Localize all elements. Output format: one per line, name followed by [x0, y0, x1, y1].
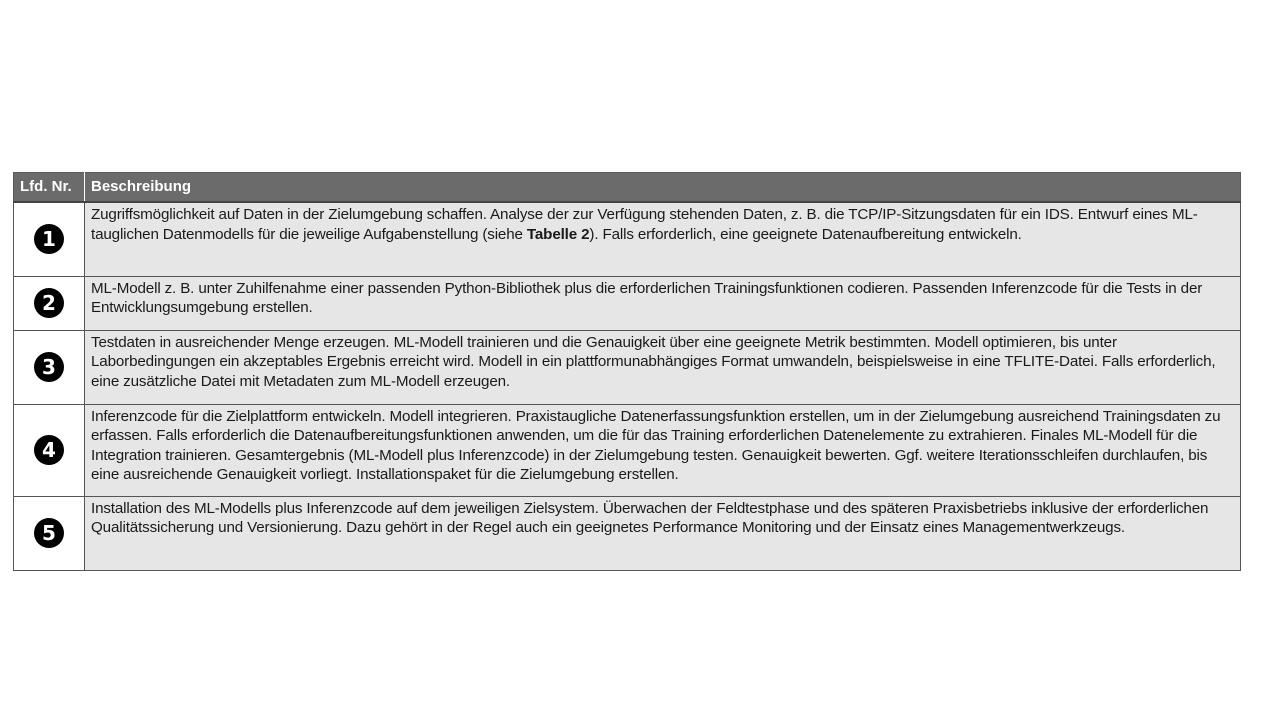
column-header-description: Beschreibung: [85, 173, 1241, 203]
step-number-badge: 4: [34, 435, 64, 465]
step-number-cell: [14, 496, 85, 570]
step-description: ML-Modell z. B. unter Zuhilfenahme einer passenden Python-Bibliothek plus die erforderlichen Trainingsfunktionen codieren. Passenden Inferenzcode für die Tests in der Entwicklungsumgebung erstellen.: [85, 276, 1241, 330]
process-steps-table: [13, 172, 1241, 571]
step-number-badge: 5: [34, 518, 64, 548]
step-description: Testdaten in ausreichender Menge erzeugen. ML-Modell trainieren und die Genauigkeit über eine geeignete Metrik bestimmten. Modell optimieren, bis unter Laborbedingungen ein akzeptables Ergebnis erreicht wird. Modell in ein plattformunabhängiges Format umwandeln, beispielsweise in eine TFLITE-Datei. Falls erforderlich, eine zusätzliche Datei mit Metadaten zum ML-Modell erzeugen.: [85, 330, 1241, 404]
step-number-cell: [14, 276, 85, 330]
step-description: [85, 202, 1241, 276]
table-row: [14, 202, 1241, 276]
step-number-badge: 3: [34, 352, 64, 382]
step-number-cell: [14, 404, 85, 496]
table-row: [14, 276, 1241, 330]
table-reference: Tabelle 2: [526, 225, 590, 243]
table-row: [14, 496, 1241, 570]
step-description: Installation des ML-Modells plus Inferenzcode auf dem jeweiligen Zielsystem. Überwachen der Feldtestphase und des späteren Praxisbetriebs inklusive der erforderlichen Qualitätssicherung und Versionierung. Dazu gehört in der Regel auch ein geeignetes Performance Monitoring und der Einsatz eines Managementwerkzeugs.: [85, 496, 1241, 570]
column-header-nr: Lfd. Nr.: [14, 173, 85, 203]
step-number-badge: 1: [34, 224, 64, 254]
step-number-cell: [14, 202, 85, 276]
step-number-cell: [14, 330, 85, 404]
table-row: [14, 404, 1241, 496]
step-number-badge: 2: [34, 288, 64, 318]
step-description: Inferenzcode für die Zielplattform entwickeln. Modell integrieren. Praxistaugliche Datenerfassungsfunktion erstellen, um in der Zielumgebung ausreichend Trainingsdaten zu erfassen. Falls erforderlich die Datenaufbereitungsfunktionen anwenden, um die für das Training erforderlichen Datenelemente zu extrahieren. Finales ML-Modell für die Integration trainieren. Gesamtergebnis (ML-Modell plus Inferenzcode) in der Zielumgebung testen. Genauigkeit bewerten. Ggf. weitere Iterationsschleifen durchlaufen, bis eine ausreichende Genauigkeit vorliegt. Installationspaket für die Zielumgebung erstellen.: [85, 404, 1241, 496]
description-text: Zugriffsmöglichkeit auf Daten in der Zielumgebung schaffen. Analyse der zur Verfügung stehenden Daten, z. B. die TCP/IP-Sitzungsdaten für ein IDS. Entwurf eines ML-tauglichen Datenmodells für die jeweilige Aufgabenstellung (siehe: [91, 206, 1198, 243]
table-row: [14, 330, 1241, 404]
table-header-row: [14, 173, 1241, 203]
description-text: ). Falls erforderlich, eine geeignete Datenaufbereitung entwickeln.: [589, 225, 1022, 243]
